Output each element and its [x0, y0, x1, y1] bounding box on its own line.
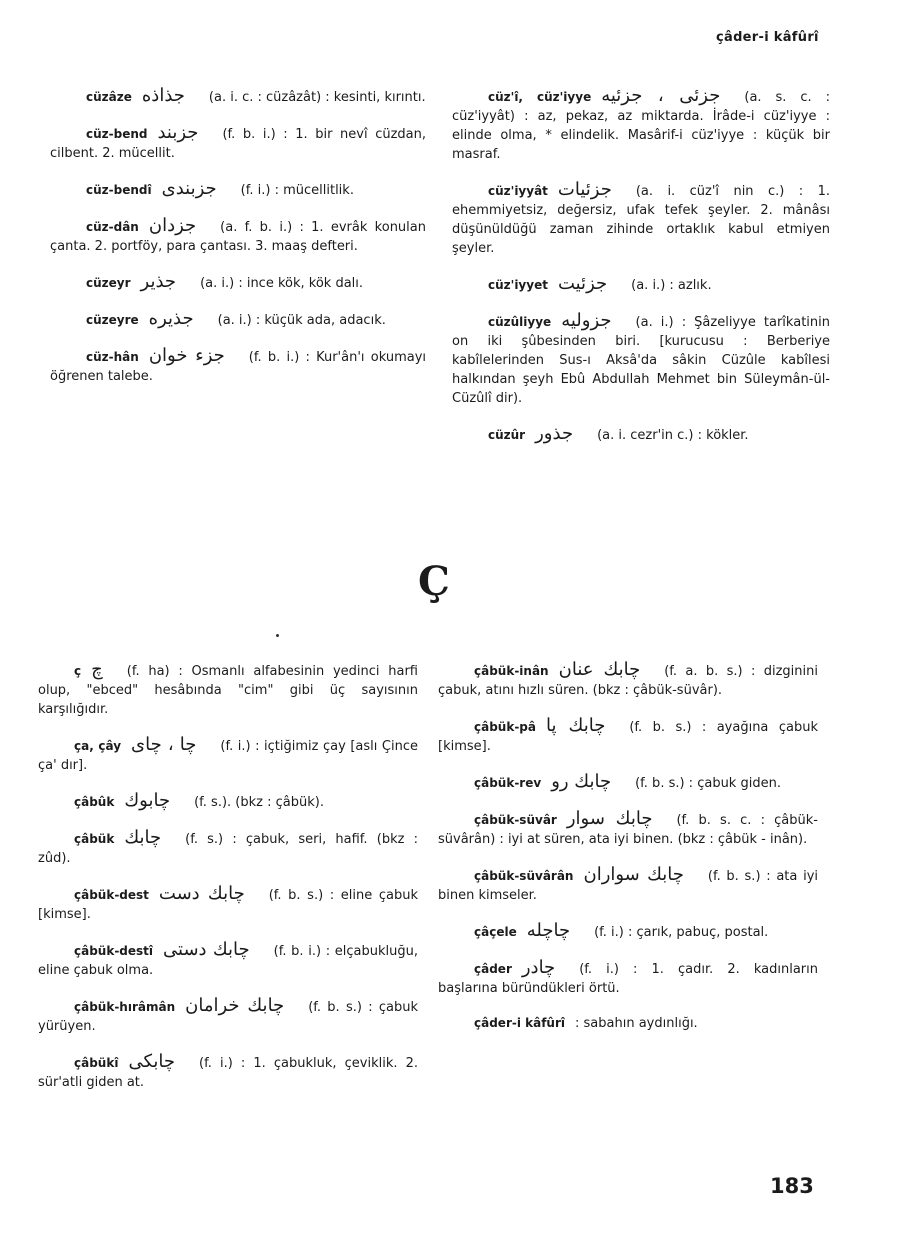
- entry-arabic-script: جزبندى: [161, 178, 217, 199]
- entry-definition: (f. i.) : mücellitlik.: [240, 183, 354, 198]
- entry-arabic-script: چ: [91, 659, 103, 680]
- dictionary-entry: [50, 86, 426, 107]
- page-number: 183: [770, 1174, 814, 1198]
- entry-arabic-script: جزء خوان: [148, 345, 225, 366]
- entry-arabic-script: جزوليه: [561, 310, 612, 331]
- entry-headword: çâbük-destî: [74, 944, 154, 958]
- entry-headword: çâbükî: [74, 1056, 119, 1070]
- print-speck: [276, 634, 279, 637]
- entry-definition: (a. i.) : ince kök, kök dalı.: [200, 276, 364, 291]
- dictionary-entry: [50, 123, 426, 163]
- entry-headword: cüz-hân: [86, 350, 139, 364]
- dictionary-entry: [50, 272, 426, 293]
- dictionary-entry: [38, 884, 418, 924]
- entry-definition: (f. s.) : çabuk, seri, hafif. (bkz : zûd).: [38, 832, 418, 866]
- entry-definition: (f. b. i.) : elçabukluğu, eline çabuk olma.: [38, 944, 419, 978]
- column-bottom-left: [38, 660, 418, 1108]
- dictionary-entry: [438, 1014, 818, 1033]
- entry-headword: çâbük-süvâr: [474, 813, 557, 827]
- entry-arabic-script: جزبند: [157, 122, 199, 143]
- entry-headword: çâbük-pâ: [474, 720, 536, 734]
- entry-headword: cüzeyr: [86, 276, 131, 290]
- dictionary-entry: [38, 660, 418, 719]
- entry-arabic-script: چابك دستى: [163, 939, 250, 960]
- entry-headword: ça, çây: [74, 739, 122, 753]
- entry-definition: (a. i. cüz'î nin c.) : 1. ehemmiyetsiz, değersiz, ufak tefek şeyler. 2. mânâsı düşünüldüğü zaman zihinde ortaklık kabul etmiyen şeyler.: [452, 184, 830, 256]
- entry-arabic-script: جذيره: [148, 308, 194, 329]
- entry-definition: (a. i.) : küçük ada, adacık.: [217, 313, 386, 328]
- dictionary-entry: [38, 828, 418, 868]
- entry-definition: (f. b. s.) : ayağına çabuk [kimse].: [438, 720, 818, 754]
- dictionary-entry: [438, 809, 818, 849]
- entry-definition: (a. i. c. : cüzâzât) : kesinti, kırıntı.: [208, 90, 426, 105]
- dictionary-entry: [438, 865, 818, 905]
- dictionary-entry: [438, 772, 818, 793]
- entry-definition: (f. b. i.) : Kur'ân'ı okumayı öğrenen talebe.: [50, 350, 426, 384]
- entry-headword: ç: [74, 664, 82, 678]
- entry-definition: (a. i.) : Şâzeliyye tarîkatinin on iki şûbesinden biri. [kurucusu : Berberiye kabîlelerinden Sus-ı Aksâ'da sâkin Cüzûle kabîlesi halkından şeyh Ebû Abdullah Mehmet bin Süleymân-ül-Cüzûlî dir).: [452, 315, 830, 406]
- entry-definition: (f. i.) : içtiğimiz çay [aslı Çince ça' dır].: [38, 739, 418, 773]
- entry-definition: (f. b. i.) : 1. bir nevî cüzdan, cilbent. 2. mücellit.: [50, 127, 426, 161]
- entry-arabic-script: چابك: [124, 827, 162, 848]
- entry-definition: (f. a. b. s.) : dizginini çabuk, atını hızlı süren. (bkz : çâbük-süvâr).: [438, 664, 818, 698]
- entry-headword: cüzûliyye: [488, 315, 552, 329]
- entry-headword: cüzûr: [488, 428, 526, 442]
- entry-arabic-script: چادر: [521, 957, 556, 978]
- entry-headword: çâbük-hırâmân: [74, 1000, 176, 1014]
- entry-definition: (f. b. s.) : ata iyi binen kimseler.: [438, 869, 819, 903]
- entry-arabic-script: جزئى ، جزئيه: [601, 85, 721, 106]
- entry-arabic-script: چابك رو: [551, 771, 612, 792]
- entry-arabic-script: چابك پا: [546, 715, 606, 736]
- entry-arabic-script: جزدان: [148, 215, 197, 236]
- entry-definition: (a. i.) : azlık.: [631, 278, 712, 293]
- entry-definition: : sabahın aydınlığı.: [575, 1016, 698, 1031]
- entry-arabic-script: چابك خرامان: [185, 995, 285, 1016]
- entry-definition: (f. ha) : Osmanlı alfabesinin yedinci harfi olup, "ebced" hesâbında "cim" gibi üç sayısının karşılığıdır.: [38, 664, 418, 717]
- dictionary-entry: [438, 660, 818, 700]
- entry-headword: çâbük-inân: [474, 664, 549, 678]
- entry-arabic-script: جذور: [535, 423, 574, 444]
- entry-arabic-script: چا ، چاى: [131, 734, 197, 755]
- entry-definition: (f. s.). (bkz : çâbük).: [194, 795, 324, 810]
- entry-headword: çâbük-dest: [74, 888, 149, 902]
- dictionary-entry: [38, 735, 418, 775]
- entry-headword: çâbük-rev: [474, 776, 542, 790]
- dictionary-entry: [38, 791, 418, 812]
- entry-definition: (f. i.) : çarık, pabuç, postal.: [594, 925, 769, 940]
- entry-headword: cüzeyre: [86, 313, 139, 327]
- entry-headword: cüzâze: [86, 90, 132, 104]
- entry-definition: (f. i.) : 1. çadır. 2. kadınların başlarına büründükleri örtü.: [438, 962, 818, 996]
- dictionary-entry: [50, 309, 426, 330]
- dictionary-entry: [452, 86, 830, 164]
- entry-headword: cüz-bendî: [86, 183, 152, 197]
- entry-headword: cüz'iyyet: [488, 278, 548, 292]
- dictionary-entry: [38, 1052, 418, 1092]
- entry-arabic-script: جزئيات: [557, 179, 612, 200]
- entry-definition: (a. i. cezr'in c.) : kökler.: [597, 428, 749, 443]
- entry-headword: cüz-dân: [86, 220, 139, 234]
- entry-headword: çâbük: [74, 832, 115, 846]
- column-top-left: [50, 86, 426, 402]
- section-letter: Ç: [418, 558, 450, 605]
- entry-arabic-script: جزئيت: [557, 273, 608, 294]
- dictionary-entry: [50, 179, 426, 200]
- entry-arabic-script: چابك سوار: [566, 808, 653, 829]
- entry-arabic-script: چابك عنان: [558, 659, 641, 680]
- dictionary-entry: [438, 716, 818, 756]
- running-head: çâder-i kâfûrî: [716, 30, 819, 45]
- dictionary-entry: [38, 996, 418, 1036]
- entry-arabic-script: چابك دست: [158, 883, 245, 904]
- entry-arabic-script: جذير: [140, 271, 177, 292]
- entry-headword: cüz'î, cüz'iyye: [488, 90, 592, 104]
- dictionary-entry: [438, 958, 818, 998]
- entry-headword: çâder: [474, 962, 512, 976]
- dictionary-entry: [50, 346, 426, 386]
- entry-arabic-script: چابكى: [128, 1051, 176, 1072]
- entry-headword: cüz-bend: [86, 127, 148, 141]
- dictionary-entry: [452, 424, 830, 445]
- entry-headword: cüz'iyyât: [488, 184, 548, 198]
- entry-headword: çâbük-süvârân: [474, 869, 574, 883]
- entry-arabic-script: جذاذه: [141, 85, 185, 106]
- entry-headword: çâbûk: [74, 795, 115, 809]
- dictionary-entry: [38, 940, 418, 980]
- dictionary-entry: [452, 311, 830, 408]
- entry-arabic-script: چاچله: [526, 920, 571, 941]
- entry-arabic-script: چابك سواران: [583, 864, 684, 885]
- entry-definition: (a. s. c. : cüz'iyyât) : az, pekaz, az miktarda. İrâde-i cüz'iyye : elinde olma, * elindelik. Masârif-i cüz'iyye : küçük bir masraf.: [452, 90, 831, 162]
- entry-headword: çâçele: [474, 925, 517, 939]
- dictionary-entry: [452, 180, 830, 258]
- dictionary-entry: [438, 921, 818, 942]
- dictionary-entry: [50, 216, 426, 256]
- entry-definition: (f. b. s.) : çabuk giden.: [635, 776, 781, 791]
- entry-definition: (f. i.) : 1. çabukluk, çeviklik. 2. sür'atli giden at.: [38, 1056, 418, 1090]
- entry-definition: (f. b. s.) : çabuk yürüyen.: [38, 1000, 418, 1034]
- column-bottom-right: [438, 660, 818, 1049]
- entry-definition: (f. b. s.) : eline çabuk [kimse].: [38, 888, 418, 922]
- column-top-right: [452, 86, 830, 461]
- entry-definition: (f. b. s. c. : çâbük-süvârân) : iyi at süren, ata iyi binen. (bkz : çâbük - inân).: [438, 813, 818, 847]
- entry-definition: (a. f. b. i.) : 1. evrâk konulan çanta. 2. portföy, para çantası. 3. maaş defteri.: [50, 220, 426, 254]
- entry-arabic-script: چابوك: [124, 790, 171, 811]
- entry-headword: çâder-i kâfûrî: [474, 1016, 566, 1030]
- dictionary-entry: [452, 274, 830, 295]
